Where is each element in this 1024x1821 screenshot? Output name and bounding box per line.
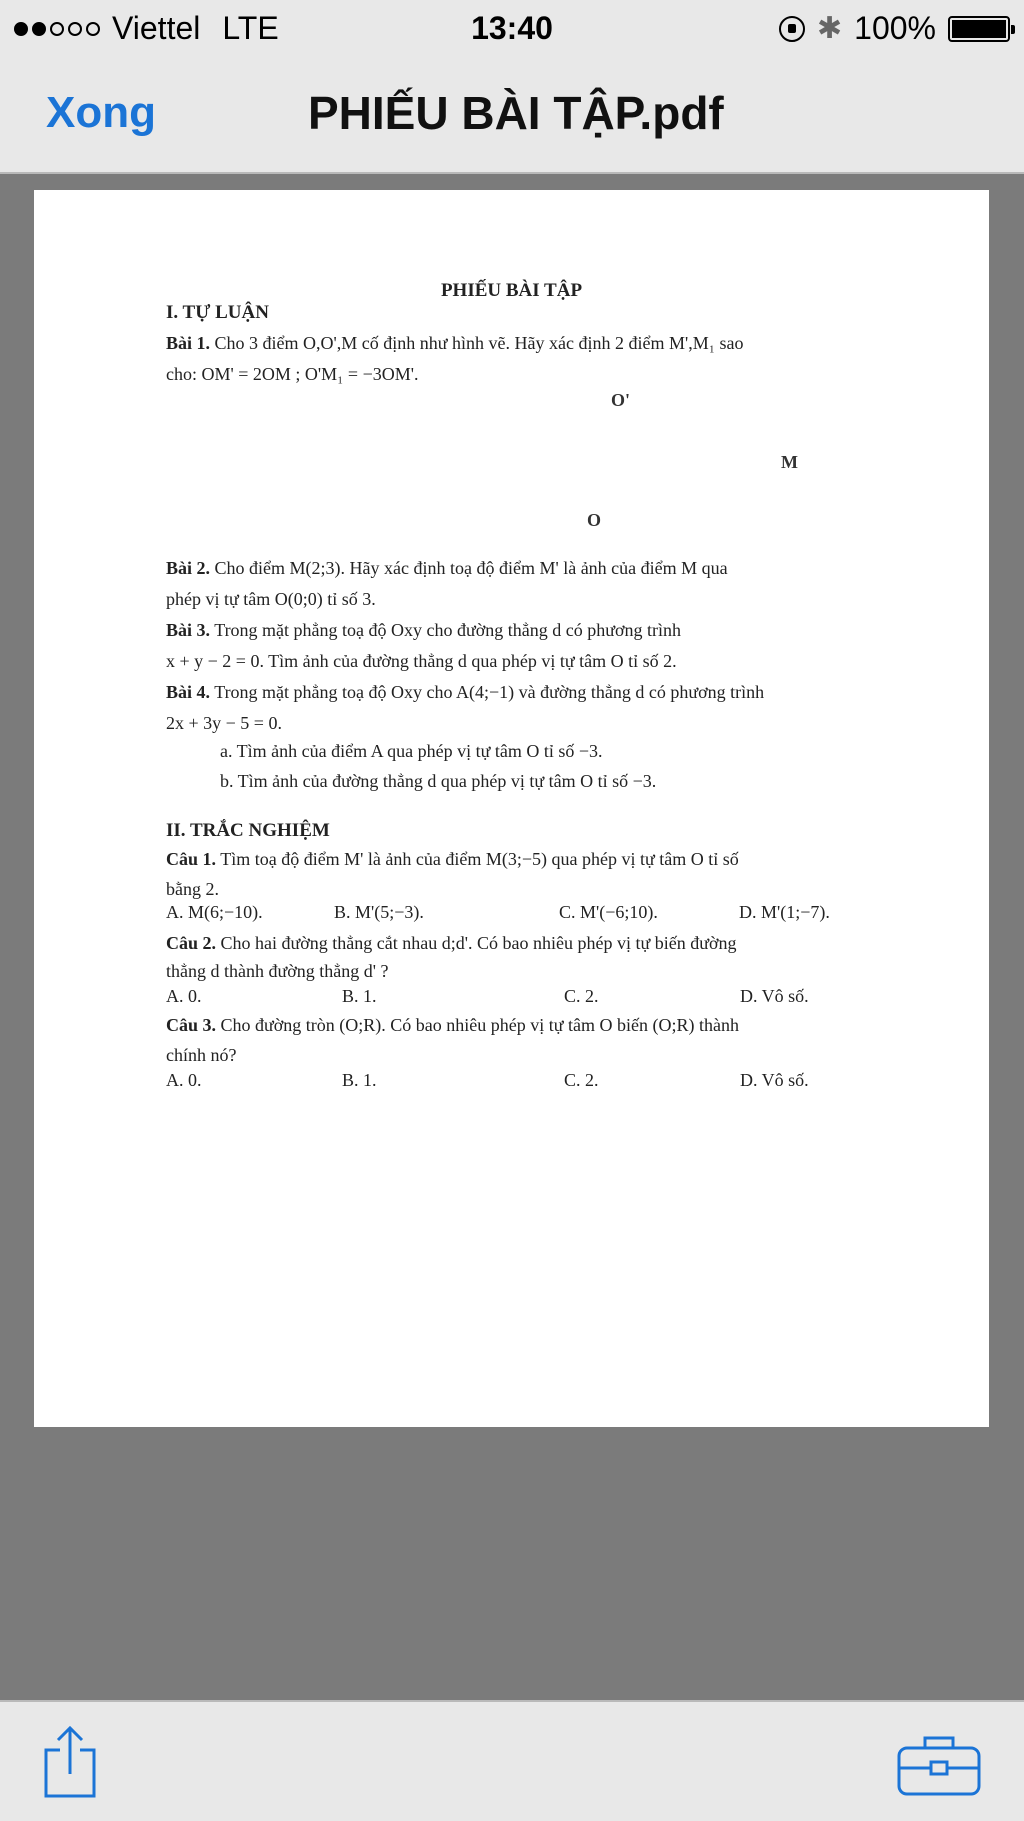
battery-icon <box>948 16 1010 42</box>
exercise-1-line2: cho: OM' = 2OM ; O'M₁ = −3OM'. <box>166 364 419 384</box>
network-type: LTE <box>222 10 279 46</box>
question-2-label: Câu 2. <box>166 933 217 953</box>
status-time: 13:40 <box>471 10 553 46</box>
exercise-4-label: Bài 4. <box>166 682 211 702</box>
exercise-3 <box>166 615 941 646</box>
question-2 <box>166 928 941 959</box>
share-button[interactable] <box>40 1724 100 1805</box>
battery-percent: 100% <box>854 10 936 46</box>
question-1-label: Câu 1. <box>166 849 217 869</box>
exercise-1 <box>166 328 941 359</box>
question-3-option-c: C. 2. <box>564 1070 599 1090</box>
question-1 <box>166 844 941 875</box>
question-1-option-c: C. M'(−6;10). <box>559 902 658 922</box>
question-1-option-b: B. M'(5;−3). <box>334 902 424 922</box>
document-title: PHIẾU BÀI TẬP.pdf <box>308 87 724 139</box>
question-1-text: Tìm toạ độ điểm M' là ảnh của điểm M(3;−5) qua phép vị tự tâm O tỉ số <box>220 849 739 869</box>
question-2-text: Cho hai đường thẳng cắt nhau d;d'. Có bao nhiêu phép vị tự biến đường <box>220 933 737 953</box>
exercise-3-text: Trong mặt phẳng toạ độ Oxy cho đường thẳng d có phương trình <box>214 620 682 640</box>
done-button[interactable]: Xong <box>46 88 156 137</box>
nav-bar <box>0 58 1024 174</box>
exercise-1-text: Cho 3 điểm O,O',M cố định như hình vẽ. Hãy xác định 2 điểm M',M₁ sao <box>214 333 744 353</box>
question-1-line2: bằng 2. <box>166 879 219 899</box>
exercise-4-line2: 2x + 3y − 5 = 0. <box>166 713 282 733</box>
question-1-option-d: D. M'(1;−7). <box>739 902 830 922</box>
question-3-line2: chính nó? <box>166 1045 237 1065</box>
figure-point-o: O <box>587 510 602 530</box>
pdf-page[interactable] <box>34 190 989 1427</box>
markup-toolbox-button[interactable] <box>895 1730 983 1803</box>
question-3-label: Câu 3. <box>166 1015 217 1035</box>
question-3-text: Cho đường tròn (O;R). Có bao nhiêu phép vị tự tâm O biến (O;R) thành <box>220 1015 739 1035</box>
status-bar <box>0 0 1024 58</box>
share-icon <box>40 1724 100 1800</box>
exercise-3-label: Bài 3. <box>166 620 211 640</box>
exercise-4-part-a: a. Tìm ảnh của điểm A qua phép vị tự tâm O tỉ số −3. <box>220 741 603 761</box>
exercise-4-part-b: b. Tìm ảnh của đường thẳng d qua phép vị tự tâm O tỉ số −3. <box>220 771 657 791</box>
question-2-option-b: B. 1. <box>342 986 377 1006</box>
exercise-2-line2: phép vị tự tâm O(0;0) tỉ số 3. <box>166 589 376 609</box>
exercise-2-label: Bài 2. <box>166 558 211 578</box>
toolbox-icon <box>895 1730 983 1798</box>
worksheet-title: PHIẾU BÀI TẬP <box>440 280 583 301</box>
question-3 <box>166 1010 941 1041</box>
bottom-toolbar <box>0 1700 1024 1821</box>
exercise-4-text: Trong mặt phẳng toạ độ Oxy cho A(4;−1) và đường thẳng d có phương trình <box>214 682 765 702</box>
question-3-option-b: B. 1. <box>342 1070 377 1090</box>
question-3-option-a: A. 0. <box>166 1070 202 1090</box>
exercise-4 <box>166 677 941 708</box>
question-2-option-c: C. 2. <box>564 986 599 1006</box>
exercise-2-text: Cho điểm M(2;3). Hãy xác định toạ độ điểm M' là ảnh của điểm M qua <box>214 558 728 578</box>
exercise-1-label: Bài 1. <box>166 333 211 353</box>
section-essay-heading: I. TỰ LUẬN <box>166 302 269 323</box>
rotation-lock-icon <box>779 16 805 42</box>
exercise-3-line2: x + y − 2 = 0. Tìm ảnh của đường thẳng d qua phép vị tự tâm O tỉ số 2. <box>166 651 677 671</box>
figure-point-m: M <box>781 452 798 472</box>
carrier-name: Viettel <box>112 10 201 46</box>
question-2-line2: thẳng d thành đường thẳng d' ? <box>166 961 389 981</box>
figure-point-o-prime: O' <box>611 390 631 410</box>
exercise-2 <box>166 553 941 584</box>
status-right <box>779 10 1010 47</box>
question-2-option-a: A. 0. <box>166 986 202 1006</box>
section-multiple-choice-heading: II. TRẮC NGHIỆM <box>166 820 330 841</box>
question-1-option-a: A. M(6;−10). <box>166 902 263 922</box>
bluetooth-icon: ✱ <box>817 12 843 45</box>
question-3-option-d: D. Vô số. <box>740 1070 809 1090</box>
question-2-option-d: D. Vô số. <box>740 986 809 1006</box>
